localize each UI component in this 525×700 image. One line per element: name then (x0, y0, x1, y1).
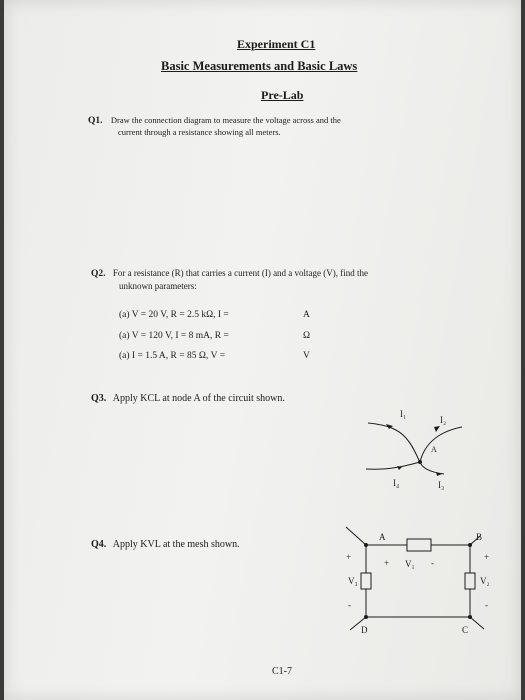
arrow-i3-icon (436, 472, 442, 476)
q1-text-line1: Draw the connection diagram to measure the voltage across and the (110, 115, 341, 125)
branch-c-lead (470, 617, 484, 629)
q2-text-line1: For a resistance (R) that carries a current (I) and a voltage (V), find the (112, 268, 369, 278)
kcl-node-a-dot (418, 460, 422, 464)
kcl-wire-i1-cont (406, 438, 420, 462)
mesh-node-c-dot (468, 615, 472, 619)
label-v1-plus: + (384, 558, 390, 568)
kcl-wire-i3 (420, 462, 444, 474)
q3-label: Q3. (91, 393, 107, 404)
label-v3-plus: + (346, 552, 352, 562)
q2-part-2: (a) V = 120 V, I = 8 mA, R = (119, 331, 229, 341)
q3-text: Apply KCL at node A of the circuit shown. (112, 393, 285, 404)
label-v1: V₁ (405, 559, 415, 569)
experiment-subtitle: Basic Measurements and Basic Laws (161, 59, 358, 73)
worksheet-page (4, 0, 521, 700)
resistor-v1 (407, 539, 431, 551)
kcl-node-diagram (4, 0, 521, 700)
label-v1-minus: - (431, 558, 434, 568)
label-v3-minus: - (348, 600, 351, 610)
mesh-node-d-dot (364, 615, 368, 619)
label-node-a: A (431, 445, 437, 454)
q2-part-1-unit: A (303, 310, 310, 320)
resistor-v3 (361, 573, 371, 589)
prelab-heading: Pre-Lab (261, 88, 304, 102)
label-i1: I₁ (400, 409, 407, 419)
mesh-node-b-dot (468, 543, 472, 547)
label-i3: I₃ (438, 480, 445, 490)
label-v2: V₂ (480, 576, 490, 586)
q2-part-1: (a) V = 20 V, R = 2.5 kΩ, I = (119, 310, 229, 320)
q2-label: Q2. (91, 269, 106, 279)
q2-part-3: (a) I = 1.5 A, R = 85 Ω, V = (119, 351, 226, 361)
experiment-title: Experiment C1 (237, 37, 316, 51)
label-v2-plus: + (484, 552, 490, 562)
label-mesh-d: D (361, 625, 368, 635)
label-mesh-c: C (462, 625, 469, 635)
q4-block (91, 539, 240, 550)
resistor-v2 (465, 573, 475, 589)
kcl-wire-i2 (420, 427, 462, 462)
page-number: C1-7 (272, 666, 292, 677)
q1-text-line2: current through a resistance showing all meters. (118, 127, 281, 137)
mesh-node-a-dot (364, 543, 368, 547)
q4-text: Apply KVL at the mesh shown. (112, 539, 240, 550)
q2-part-3-unit: V (303, 351, 310, 361)
q4-label: Q4. (91, 539, 107, 550)
q2-text-line2: unknown parameters: (119, 281, 197, 291)
q1-label: Q1. (88, 116, 103, 126)
q2-part-2-unit: Ω (303, 331, 311, 341)
label-mesh-b: B (476, 532, 483, 542)
label-i4: I₄ (393, 478, 400, 488)
arrow-i2-icon (434, 426, 440, 432)
label-i2: I₂ (440, 415, 447, 425)
label-mesh-a: A (379, 532, 386, 542)
label-v2-minus: - (485, 600, 488, 610)
label-v3: V₃ (348, 576, 358, 586)
branch-a-left-lead (346, 527, 366, 545)
kcl-wire-i4 (366, 462, 420, 469)
